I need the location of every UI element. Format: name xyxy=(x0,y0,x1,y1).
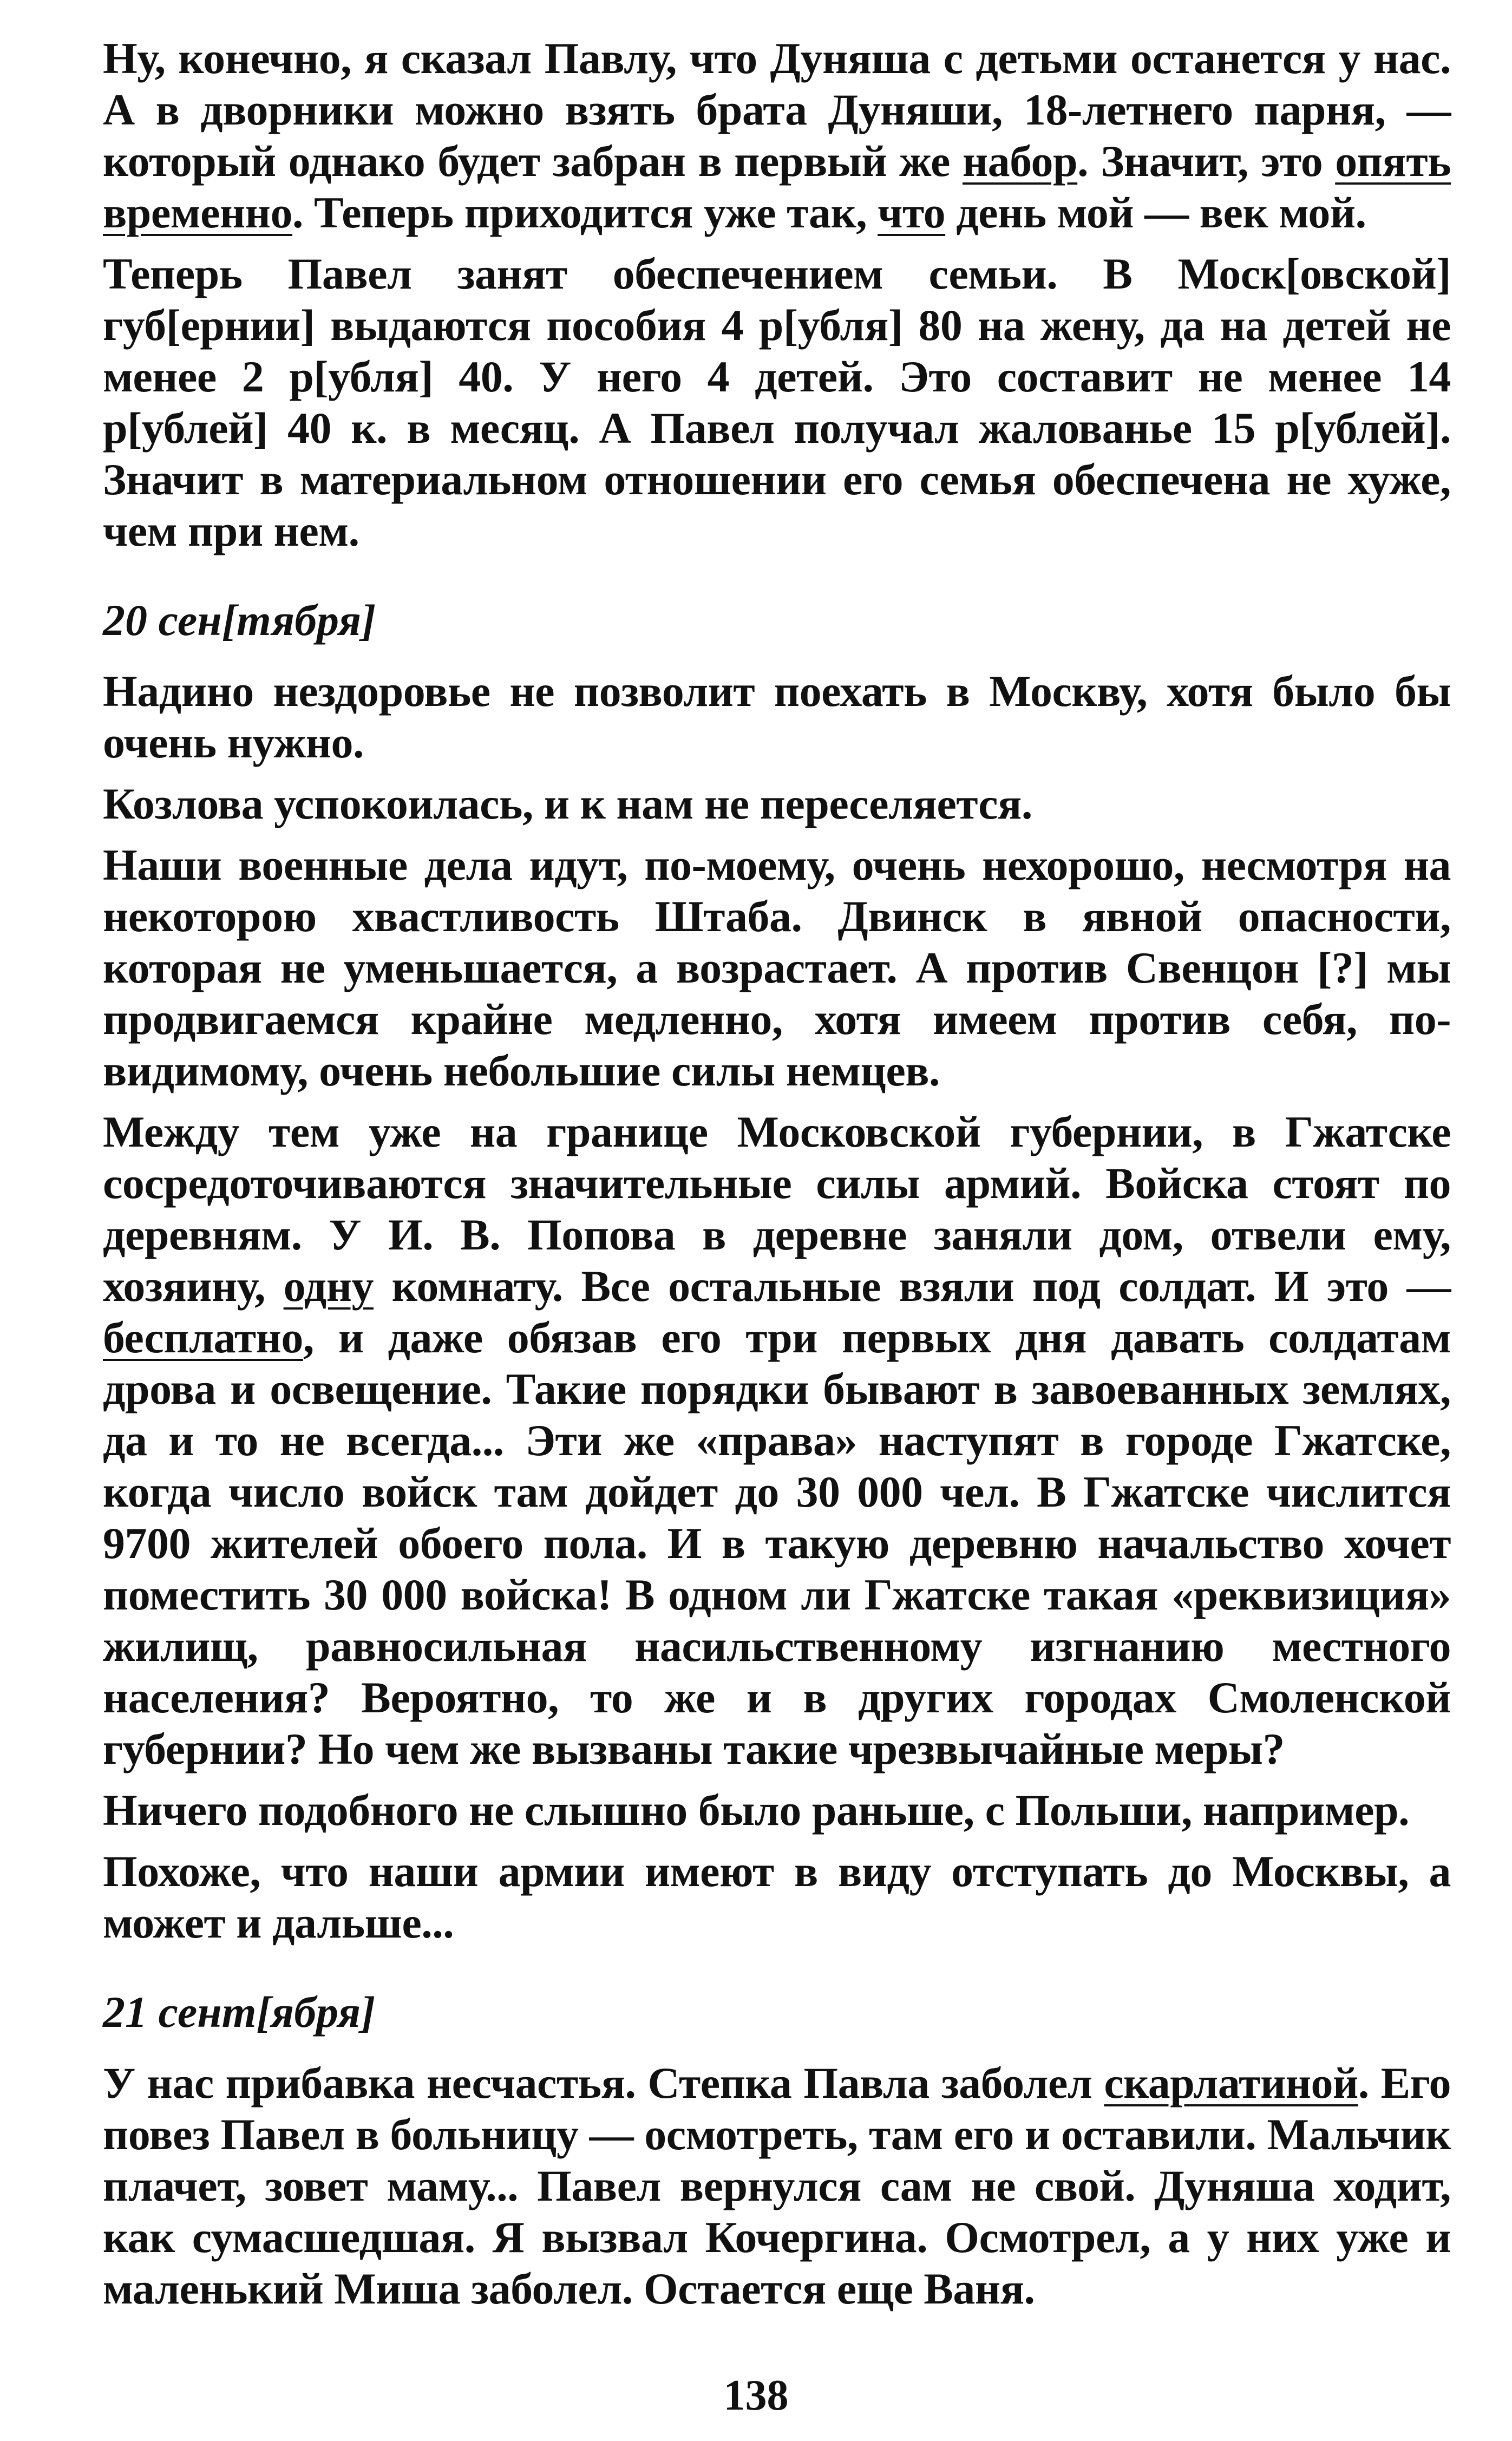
text-run: У нас прибавка несчастья. Степка Павла заболел xyxy=(103,2058,1104,2108)
text-run: комнату. Все остальные взяли под солдат. И это — xyxy=(374,1261,1451,1311)
text-run: . Его повез Павел в больницу — осмотреть, там его и оставили. Мальчик плачет, зовет маму... Павел вернулся сам не свой. Дуняша ходит, как сумасшедшая. Я вызвал Кочергина. Осмотрел, а у них уже и маленький Миша заболел. Остается еще Ваня. xyxy=(103,2058,1451,2313)
book-page xyxy=(103,32,1451,2324)
paragraph-gzhatsk xyxy=(103,1106,1451,1775)
page-number: 138 xyxy=(723,2372,789,2419)
paragraph-military-affairs: Наши военные дела идут, по-моему, очень нехорошо, несмотря на некоторою хвастливость Штаба. Двинск в явной опасности, которая не уменьшается, а возрастает. А против Свенцон [?] мы продвигаемся крайне медленно, хотя имеем против себя, по-видимому, очень небольшие силы немцев. xyxy=(103,840,1451,1095)
underlined-word: бесплатно xyxy=(103,1313,303,1362)
entry-date-21-sep: 21 сент[ября] xyxy=(103,1987,376,2037)
text-run: Ну, конечно, я сказал Павлу, что Дуняша с детьми останется у нас. А в дворники можно взять брата Дуняши, 18-летнего парня, — который однако будет забран в первый же xyxy=(103,34,1451,186)
text-run: день мой — век мой. xyxy=(945,188,1366,237)
text-run: . Значит, это xyxy=(1077,136,1336,186)
paragraph-scarlet-fever xyxy=(103,2057,1451,2314)
underlined-word: набор xyxy=(962,136,1078,186)
paragraph-retreat: Похоже, что наши армии имеют в виду отступать до Москвы, а может и дальше... xyxy=(103,1847,1451,1947)
paragraph-poland: Ничего подобного не слышно было раньше, с Польши, например. xyxy=(103,1785,1410,1835)
paragraph-family-support: Теперь Павел занят обеспечением семьи. В Моск[овской] губ[ернии] выдаются пособия 4 р[убля] 80 на жену, да на детей не менее 2 р[убля] 40. У него 4 детей. Это составит не менее 14 р[ублей] 40 к. в месяц. А Павел получал жалованье 15 р[ублей]. Значит в материальном отношении его семья обеспечена не хуже, чем при нем. xyxy=(103,249,1451,555)
text-run: . Теперь приходится уже так, xyxy=(292,188,878,237)
paragraph-nadya-health: Надино нездоровье не позволит поехать в Москву, хотя было бы очень нужно. xyxy=(103,666,1451,767)
underlined-word: скарлатиной xyxy=(1104,2058,1358,2108)
underlined-word: что xyxy=(878,188,946,237)
underlined-word: одну xyxy=(283,1261,374,1311)
entry-date-20-sep: 20 сен[тября] xyxy=(103,595,376,645)
underlined-word: опять временно xyxy=(103,136,1451,237)
paragraph-dvorniki xyxy=(103,32,1451,238)
paragraph-kozlova: Козлова успокоилась, и к нам не переселяется. xyxy=(103,779,1032,828)
text-run: Между тем уже на границе Московской губернии, в Гжатске сосредоточиваются значительные силы армий. Войска стоят по деревням. У И. В. Попова в деревне заняли дом, отвели ему, хозяину, xyxy=(103,1107,1451,1311)
text-run: , и даже обязав его три первых дня давать солдатам дрова и освещение. Такие порядки бывают в завоеванных землях, да и то не всегда... Эти же «права» наступят в городе Гжатске, когда число войск там дойдет до 30 000 чел. В Гжатске числится 9700 жителей обоего пола. И в такую деревню начальство хочет поместить 30 000 войска! В одном ли Гжатске такая «реквизиция» жилищ, равносильная насильственному изгнанию местного населения? Вероятно, то же и в других городах Смоленской губернии? Но чем же вызваны такие чрезвычайные меры? xyxy=(103,1313,1451,1774)
